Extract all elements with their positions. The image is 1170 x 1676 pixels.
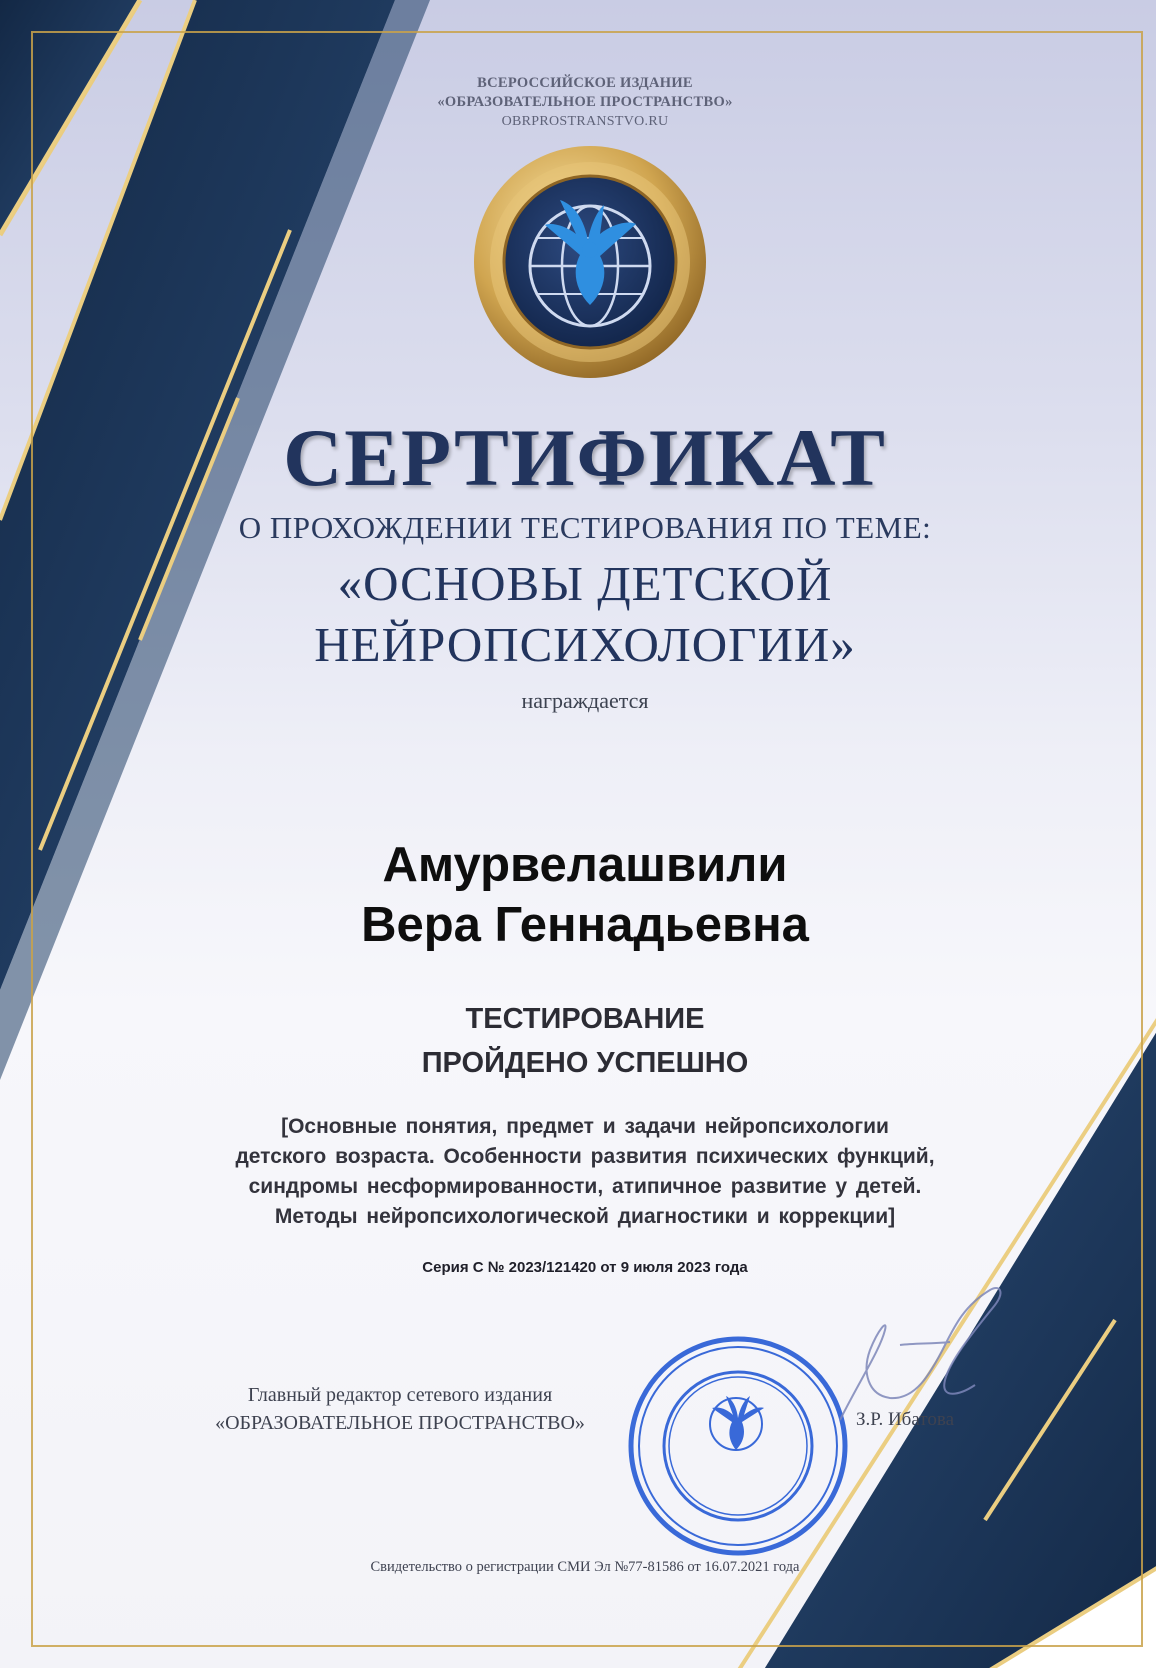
- awarded-label: награждается: [521, 688, 649, 713]
- page-edge-bottom: [0, 1668, 1170, 1676]
- result-line-2: ПРОЙДЕНО УСПЕШНО: [421, 1047, 749, 1079]
- result-line-1: ТЕСТИРОВАНИЕ: [465, 1003, 705, 1035]
- certificate-title: СЕРТИФИКАТ: [283, 412, 887, 503]
- editor-line-1: Главный редактор сетевого издания: [247, 1384, 553, 1406]
- details-line: синдромы несформированности, атипичное развитие у детей.: [248, 1175, 922, 1198]
- recipient-surname: Амурвелашвили: [382, 838, 788, 892]
- certificate-subtitle: О ПРОХОЖДЕНИИ ТЕСТИРОВАНИЯ ПО ТЕМЕ:: [238, 510, 932, 545]
- details-line: Методы нейропсихологической диагностики и коррекции]: [274, 1205, 896, 1228]
- stamp-seal: [631, 1339, 845, 1553]
- stamp-eagle-icon: [710, 1396, 764, 1450]
- topic-line-1: «ОСНОВЫ ДЕТСКОЙ: [337, 556, 833, 611]
- signer-name: З.Р. Ибатова: [856, 1409, 954, 1430]
- publisher-header: [0, 74, 1170, 131]
- topic-line-2: НЕЙРОПСИХОЛОГИИ»: [314, 617, 856, 672]
- editor-block: [170, 1381, 630, 1437]
- test-result: [0, 997, 1170, 1085]
- recipient-given-names: Вера Геннадьевна: [361, 898, 809, 952]
- details-line: [Основные понятия, предмет и задачи нейропсихологии: [281, 1115, 889, 1138]
- certificate-series: Серия С № 2023/121420 от 9 июля 2023 года: [422, 1259, 748, 1276]
- publisher-line-2: «ОБРАЗОВАТЕЛЬНОЕ ПРОСТРАНСТВО»: [437, 94, 733, 110]
- details-line: детского возраста. Особенности развития психических функций,: [235, 1145, 935, 1168]
- globe-eagle-emblem-icon: [474, 146, 706, 378]
- publisher-site: OBRPROSTRANSTVO.RU: [501, 114, 669, 129]
- registration-info: Свидетельство о регистрации СМИ Эл №77-81586 от 16.07.2021 года: [370, 1559, 800, 1575]
- page-edge-right: [1156, 0, 1170, 1676]
- editor-line-2: «ОБРАЗОВАТЕЛЬНОЕ ПРОСТРАНСТВО»: [215, 1412, 585, 1434]
- publisher-line-1: ВСЕРОССИЙСКОЕ ИЗДАНИЕ: [477, 75, 693, 91]
- certificate-topic: [0, 553, 1170, 675]
- topic-details: [0, 1112, 1170, 1232]
- recipient-name: [0, 835, 1170, 955]
